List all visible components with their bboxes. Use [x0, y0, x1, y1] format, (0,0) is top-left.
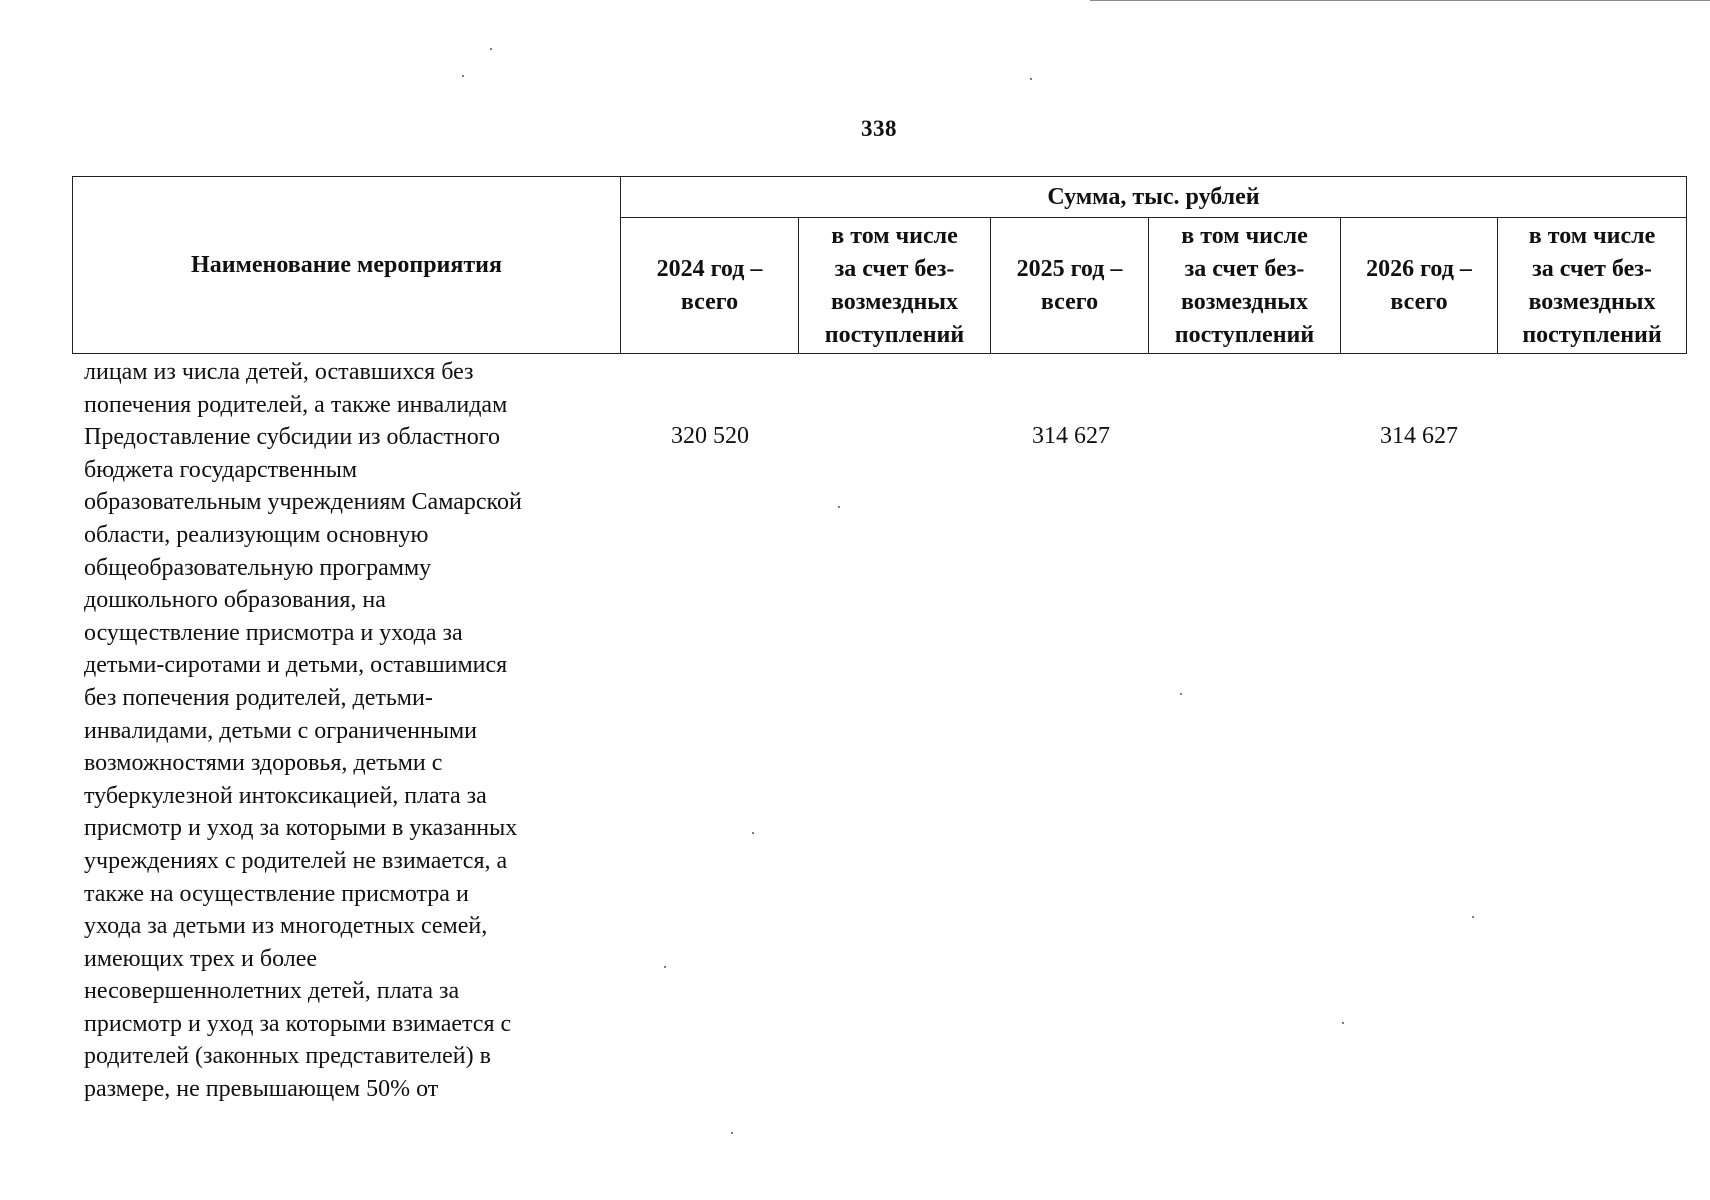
year-column-header: [991, 218, 1149, 354]
page-number: 338: [861, 116, 897, 141]
scan-speck: [1472, 916, 1474, 918]
description-line: бюджета государственным: [84, 456, 357, 483]
year-column-header-line: за счет без-: [834, 255, 955, 282]
description-line: лицам из числа детей, оставшихся без: [84, 359, 474, 385]
year-column-header-line: возмездных: [830, 288, 959, 315]
year-column-header-line: в том числе: [1181, 222, 1308, 249]
description-line: учреждениях с родителей не взимается, а: [84, 847, 508, 874]
year-column-header-line: возмездных: [1528, 288, 1656, 315]
year-column-header: [621, 218, 799, 354]
description-line: образовательным учреждениям Самарской: [84, 489, 522, 516]
year-column-header-line: за счет без-: [1184, 255, 1305, 282]
name-column-header: Наименование мероприятия: [73, 177, 621, 354]
year-column-header: [799, 218, 991, 354]
description-line: родителей (законных представителей) в: [84, 1043, 491, 1070]
value-2026-total: 314 627: [1380, 423, 1458, 449]
description-line: детьми-сиротами и детьми, оставшимися: [84, 652, 508, 679]
year-column-header-line: 2026 год –: [1366, 255, 1472, 282]
budget-table-header: [72, 176, 1687, 354]
description-line: дошкольного образования, на: [84, 587, 386, 614]
measure-description: [84, 356, 624, 1106]
year-column-header-line: всего: [1390, 288, 1448, 315]
description-line: области, реализующим основную: [84, 521, 429, 548]
year-column-header-line: возмездных: [1180, 288, 1309, 315]
year-column-header-line: всего: [1040, 288, 1099, 315]
description-line: несовершеннолетних детей, плата за: [84, 978, 460, 1005]
year-column-header-line: поступлений: [1174, 321, 1315, 348]
description-line: также на осуществление присмотра и: [84, 880, 469, 907]
description-line: общеобразовательную программу: [84, 554, 432, 581]
scan-speck: [664, 966, 666, 968]
year-column-header: [1341, 218, 1498, 354]
description-line: туберкулезной интоксикацией, плата за: [84, 782, 487, 809]
year-column-header: [1498, 218, 1687, 354]
description-line: размере, не превышающем 50% от: [84, 1076, 439, 1103]
scan-speck: [490, 48, 492, 50]
description-line: возможностями здоровья, детьми с: [84, 750, 443, 777]
year-column-header-line: в том числе: [831, 222, 958, 249]
scan-speck: [1180, 693, 1182, 695]
year-column-header: [1149, 218, 1341, 354]
description-line: присмотр и уход за которыми взимается с: [84, 1010, 512, 1037]
description-line: инвалидами, детьми с ограниченными: [84, 717, 478, 744]
scan-speck: [1030, 78, 1032, 80]
description-line: попечения родителей, а также инвалидам: [84, 391, 508, 418]
year-column-header-line: 2025 год –: [1016, 255, 1123, 282]
value-2025-total: 314 627: [1032, 423, 1110, 449]
description-line: имеющих трех и более: [84, 945, 318, 972]
description-line: ухода за детьми из многодетных семей,: [84, 913, 488, 940]
scan-edge-line: [1090, 0, 1710, 1]
description-line: без попечения родителей, детьми-: [84, 684, 433, 711]
year-column-header-line: 2024 год –: [656, 255, 763, 282]
scan-speck: [462, 75, 464, 77]
value-2024-total: 320 520: [671, 423, 749, 449]
description-line: присмотр и уход за которыми в указанных: [84, 815, 518, 842]
description-line: осуществление присмотра и ухода за: [84, 619, 463, 646]
sum-column-header: Сумма, тыс. рублей: [621, 177, 1687, 218]
year-column-header-line: поступлений: [824, 321, 965, 348]
scan-speck: [838, 506, 840, 508]
scan-speck: [731, 1132, 733, 1134]
year-column-header-line: всего: [680, 288, 739, 315]
year-column-header-line: поступлений: [1522, 321, 1662, 348]
description-line: Предоставление субсидии из областного: [84, 424, 500, 451]
year-column-header-line: за счет без-: [1532, 255, 1652, 282]
year-column-header-line: в том числе: [1528, 222, 1656, 249]
scan-speck: [1342, 1022, 1344, 1024]
scan-speck: [752, 832, 754, 834]
